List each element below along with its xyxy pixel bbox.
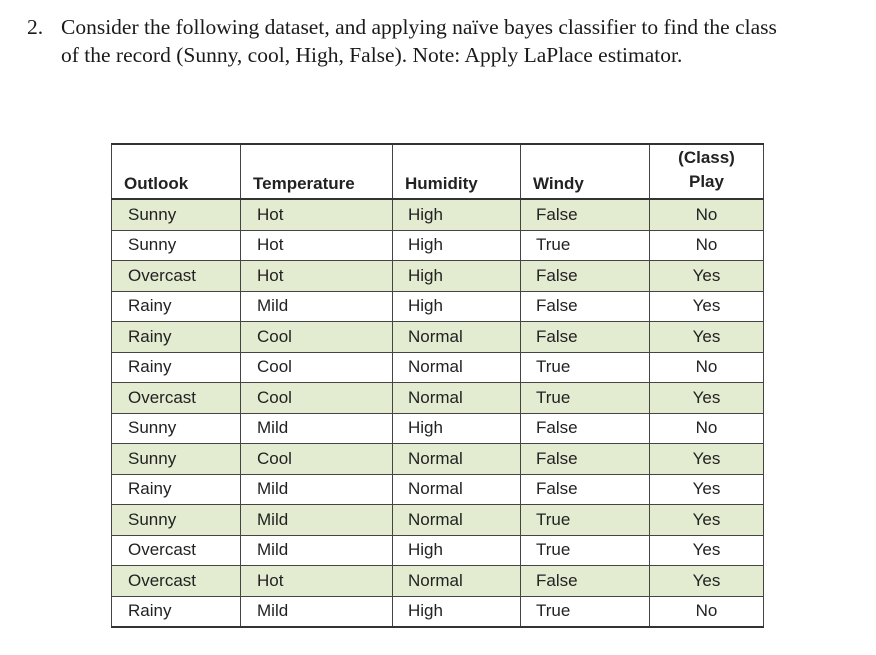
cell-temperature: Cool (241, 444, 393, 475)
cell-outlook: Rainy (112, 474, 241, 505)
cell-temperature: Hot (241, 261, 393, 292)
cell-humidity: Normal (393, 505, 521, 536)
cell-outlook: Rainy (112, 352, 241, 383)
cell-temperature: Hot (241, 230, 393, 261)
cell-windy: False (521, 291, 650, 322)
cell-play: Yes (650, 261, 764, 292)
cell-temperature: Cool (241, 383, 393, 414)
header-class-label: (Class) (678, 148, 735, 167)
question-body (61, 13, 857, 69)
question-number: 2. (27, 15, 44, 39)
table-row (112, 199, 764, 230)
cell-play: Yes (650, 444, 764, 475)
table-row (112, 261, 764, 292)
question-text (27, 13, 857, 69)
cell-outlook: Overcast (112, 566, 241, 597)
cell-temperature: Cool (241, 352, 393, 383)
cell-outlook: Sunny (112, 230, 241, 261)
cell-play: Yes (650, 566, 764, 597)
cell-outlook: Rainy (112, 322, 241, 353)
cell-humidity: High (393, 199, 521, 230)
cell-windy: False (521, 322, 650, 353)
cell-play: Yes (650, 322, 764, 353)
table-body (112, 199, 764, 627)
cell-outlook: Sunny (112, 413, 241, 444)
table-row (112, 352, 764, 383)
cell-play: Yes (650, 383, 764, 414)
cell-temperature: Mild (241, 596, 393, 627)
header-windy: Windy (521, 144, 650, 199)
header-temperature: Temperature (241, 144, 393, 199)
cell-windy: False (521, 413, 650, 444)
table-row (112, 535, 764, 566)
cell-outlook: Rainy (112, 596, 241, 627)
cell-play: Yes (650, 291, 764, 322)
cell-humidity: High (393, 535, 521, 566)
cell-play: No (650, 352, 764, 383)
cell-windy: True (521, 505, 650, 536)
table-row (112, 413, 764, 444)
cell-humidity: Normal (393, 322, 521, 353)
table-row (112, 474, 764, 505)
question-line-2: of the record (Sunny, cool, High, False). Note: Apply LaPlace estimator. (61, 43, 683, 67)
cell-play: No (650, 199, 764, 230)
cell-play: No (650, 413, 764, 444)
cell-windy: False (521, 474, 650, 505)
cell-temperature: Hot (241, 199, 393, 230)
cell-play: No (650, 596, 764, 627)
cell-humidity: Normal (393, 383, 521, 414)
table-row (112, 230, 764, 261)
cell-windy: False (521, 566, 650, 597)
cell-humidity: Normal (393, 444, 521, 475)
cell-outlook: Rainy (112, 291, 241, 322)
cell-play: Yes (650, 505, 764, 536)
cell-humidity: High (393, 230, 521, 261)
cell-temperature: Mild (241, 505, 393, 536)
cell-humidity: High (393, 413, 521, 444)
cell-windy: False (521, 444, 650, 475)
cell-humidity: Normal (393, 566, 521, 597)
cell-outlook: Overcast (112, 383, 241, 414)
cell-outlook: Sunny (112, 199, 241, 230)
table-row (112, 505, 764, 536)
header-humidity: Humidity (393, 144, 521, 199)
cell-temperature: Hot (241, 566, 393, 597)
cell-windy: True (521, 596, 650, 627)
table-row (112, 322, 764, 353)
cell-windy: True (521, 535, 650, 566)
cell-outlook: Sunny (112, 505, 241, 536)
cell-outlook: Sunny (112, 444, 241, 475)
header-outlook: Outlook (112, 144, 241, 199)
table-row (112, 566, 764, 597)
cell-temperature: Mild (241, 535, 393, 566)
table-row (112, 383, 764, 414)
table-row (112, 596, 764, 627)
table-row (112, 444, 764, 475)
cell-windy: False (521, 261, 650, 292)
cell-temperature: Mild (241, 413, 393, 444)
cell-play: Yes (650, 474, 764, 505)
cell-humidity: High (393, 596, 521, 627)
header-play-label: Play (689, 172, 724, 191)
dataset-table (111, 143, 764, 628)
cell-windy: True (521, 383, 650, 414)
cell-windy: True (521, 352, 650, 383)
cell-temperature: Mild (241, 474, 393, 505)
question-line-1: Consider the following dataset, and applying naïve bayes classifier to find the class (61, 15, 777, 39)
cell-play: No (650, 230, 764, 261)
cell-temperature: Mild (241, 291, 393, 322)
cell-windy: True (521, 230, 650, 261)
table-header-row (112, 144, 764, 199)
cell-humidity: Normal (393, 352, 521, 383)
cell-humidity: High (393, 261, 521, 292)
table-row (112, 291, 764, 322)
cell-temperature: Cool (241, 322, 393, 353)
header-class-play (650, 144, 764, 199)
cell-outlook: Overcast (112, 535, 241, 566)
cell-humidity: High (393, 291, 521, 322)
cell-humidity: Normal (393, 474, 521, 505)
cell-outlook: Overcast (112, 261, 241, 292)
cell-windy: False (521, 199, 650, 230)
cell-play: Yes (650, 535, 764, 566)
